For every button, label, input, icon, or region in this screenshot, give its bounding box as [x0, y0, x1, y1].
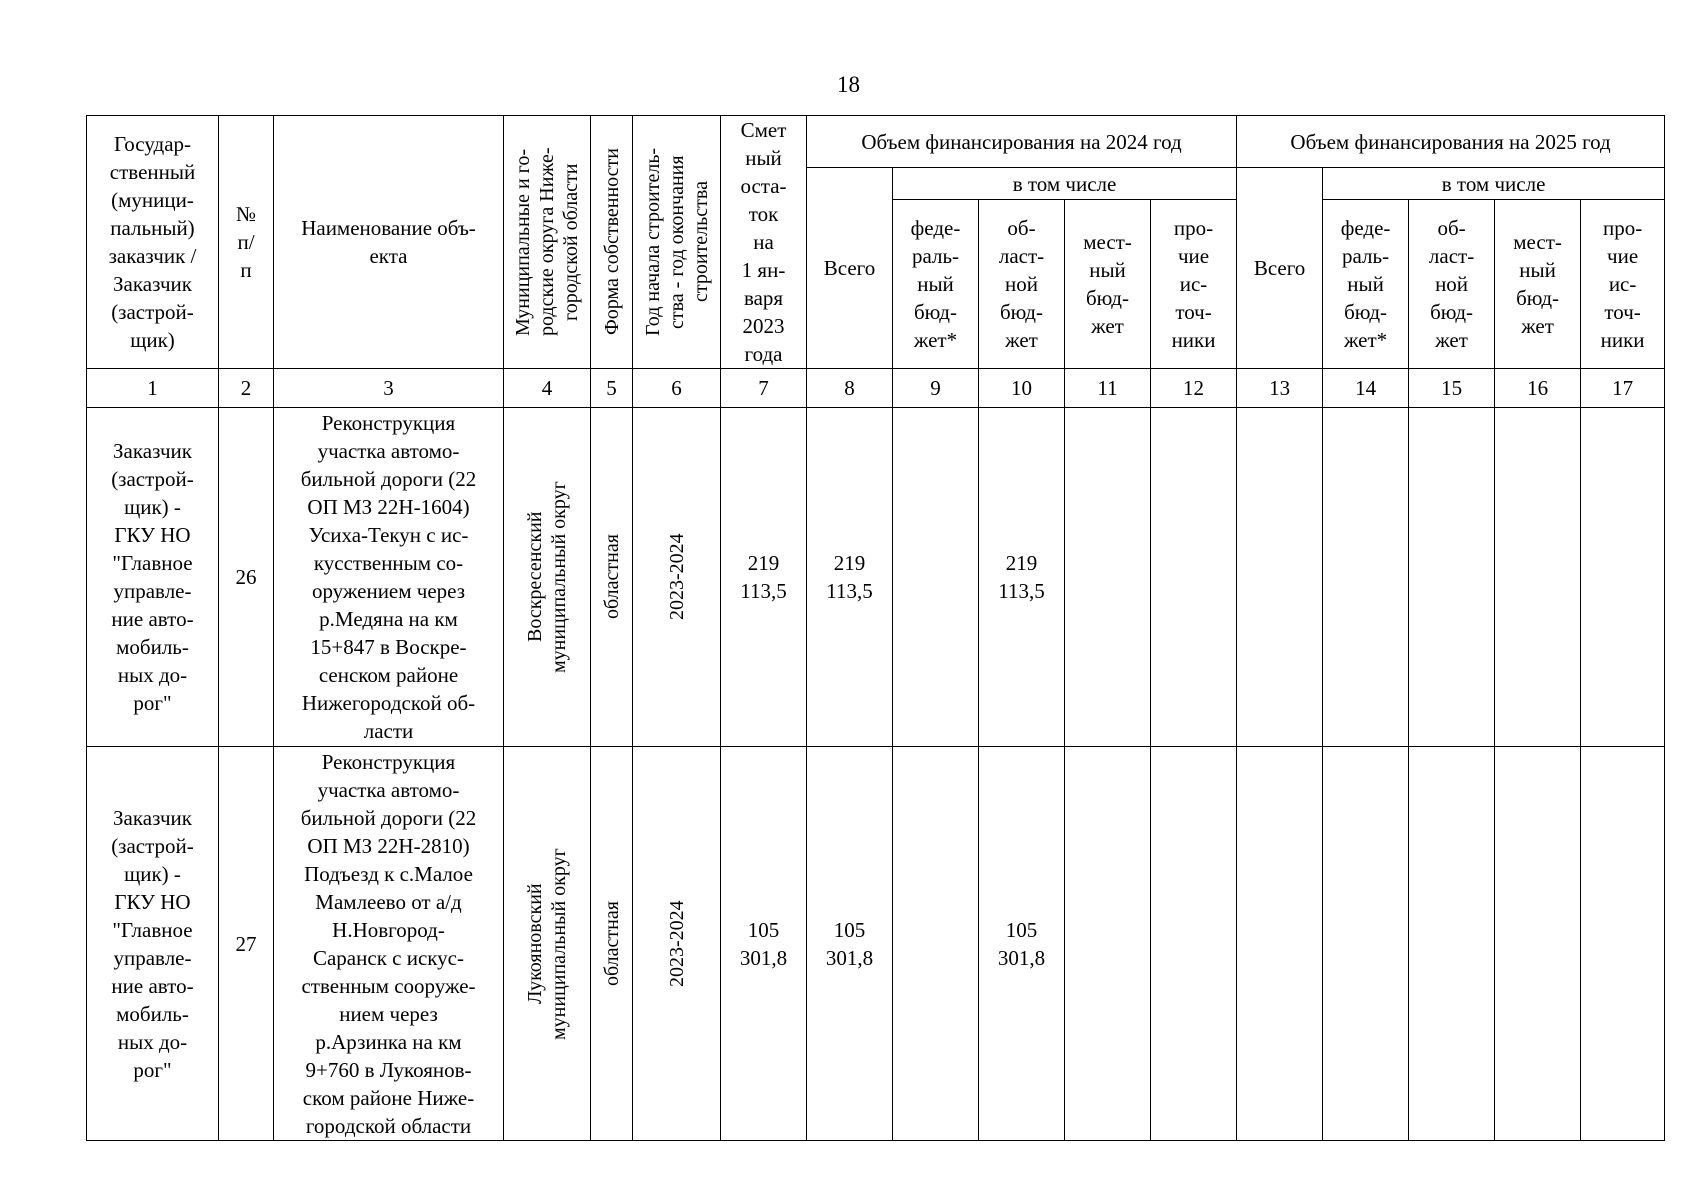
remainder-cell: 219 113,5: [721, 408, 807, 747]
number-cell: 27: [219, 747, 274, 1141]
regional-2025-cell: [1409, 408, 1495, 747]
header-remainder: Смет ный оста- ток на 1 ян- варя 2023 года: [721, 116, 807, 369]
header-number: № п/ п: [219, 116, 274, 369]
other-2025-cell: [1581, 747, 1665, 1141]
header-ownership: [591, 116, 633, 369]
customer-cell: Заказчик (застрой- щик) - ГКУ НО "Главное управле- ние авто- мобиль- ных до- рог": [87, 408, 219, 747]
years-text: 2023-2024: [665, 533, 688, 621]
header-federal-2025: феде- раль- ный бюд- жет*: [1323, 200, 1409, 369]
header-other-2024: про- чие ис- точ- ники: [1151, 200, 1237, 369]
total-2025-cell: [1237, 408, 1323, 747]
table-row: [87, 408, 1665, 747]
other-2025-cell: [1581, 408, 1665, 747]
regional-2025-cell: [1409, 747, 1495, 1141]
col-number: 9: [893, 369, 979, 408]
district-text: Воскресенский муниципальный округ: [524, 481, 570, 673]
years-cell: [633, 408, 721, 747]
federal-2025-cell: [1323, 408, 1409, 747]
header-district-text: Муниципальные и го- родские округа Ниже- городской области: [512, 147, 582, 337]
header-federal-2024: феде- раль- ный бюд- жет*: [893, 200, 979, 369]
total-2024-cell: 105 301,8: [807, 747, 893, 1141]
ownership-cell: [591, 408, 633, 747]
ownership-cell: [591, 747, 633, 1141]
ownership-text: областная: [600, 901, 623, 986]
federal-2024-cell: [893, 747, 979, 1141]
header-years-text: Год начала строитель- ства - год окончания строительства: [641, 147, 712, 337]
header-customer: Государ- ственный (муници- пальный) заказчик / Заказчик (застрой- щик): [87, 116, 219, 369]
local-2024-cell: [1065, 408, 1151, 747]
col-number: 5: [591, 369, 633, 408]
col-number: 13: [1237, 369, 1323, 408]
header-fin-2025: Объем финансирования на 2025 год: [1237, 116, 1665, 168]
col-number: 17: [1581, 369, 1665, 408]
header-regional-2024: об- ласт- ной бюд- жет: [979, 200, 1065, 369]
table-row: [87, 747, 1665, 1141]
number-cell: 26: [219, 408, 274, 747]
col-number: 11: [1065, 369, 1151, 408]
header-object-name: Наименование объ- екта: [274, 116, 504, 369]
col-number: 12: [1151, 369, 1237, 408]
federal-2024-cell: [893, 408, 979, 747]
header-including-2025: в том числе: [1323, 168, 1665, 200]
col-number: 14: [1323, 369, 1409, 408]
other-2024-cell: [1151, 747, 1237, 1141]
object-name-cell: Реконструкция участка автомо- бильной дороги (22 ОП МЗ 22Н-1604) Усиха-Текун с ис- кусственным со- оружением через р.Медяна на км 15+847 в Воскре- сенском районе Нижегородской об- ласти: [274, 408, 504, 747]
col-number: 16: [1495, 369, 1581, 408]
col-number: 4: [504, 369, 591, 408]
col-number: 8: [807, 369, 893, 408]
header-ownership-text: Форма собственности: [600, 148, 623, 336]
total-2024-cell: 219 113,5: [807, 408, 893, 747]
local-2024-cell: [1065, 747, 1151, 1141]
district-cell: [504, 408, 591, 747]
col-number: 2: [219, 369, 274, 408]
header-row-1: [87, 116, 1665, 168]
col-number: 10: [979, 369, 1065, 408]
header-including-2024: в том числе: [893, 168, 1237, 200]
header-years: [633, 116, 721, 369]
header-other-2025: про- чие ис- точ- ники: [1581, 200, 1665, 369]
local-2025-cell: [1495, 747, 1581, 1141]
col-number: 1: [87, 369, 219, 408]
column-number-row: [87, 369, 1665, 408]
header-local-2024: мест- ный бюд- жет: [1065, 200, 1151, 369]
header-district: [504, 116, 591, 369]
district-text: Лукояновский муниципальный округ: [524, 847, 570, 1040]
header-total-2025: Всего: [1237, 168, 1323, 369]
header-local-2025: мест- ный бюд- жет: [1495, 200, 1581, 369]
regional-2024-cell: 105 301,8: [979, 747, 1065, 1141]
regional-2024-cell: 219 113,5: [979, 408, 1065, 747]
district-cell: [504, 747, 591, 1141]
ownership-text: областная: [600, 534, 623, 620]
remainder-cell: 105 301,8: [721, 747, 807, 1141]
total-2025-cell: [1237, 747, 1323, 1141]
federal-2025-cell: [1323, 747, 1409, 1141]
object-name-cell: Реконструкция участка автомо- бильной дороги (22 ОП МЗ 22Н-2810) Подъезд к с.Малое Мамлеево от а/д Н.Новгород- Саранск с искус- ственным сооруже- нием через р.Арзинка на км 9+760 в Лукоянов- ском районе Ниже- городской области: [274, 747, 504, 1141]
other-2024-cell: [1151, 408, 1237, 747]
header-fin-2024: Объем финансирования на 2024 год: [807, 116, 1237, 168]
col-number: 6: [633, 369, 721, 408]
years-cell: [633, 747, 721, 1141]
local-2025-cell: [1495, 408, 1581, 747]
col-number: 3: [274, 369, 504, 408]
customer-cell: Заказчик (застрой- щик) - ГКУ НО "Главное управле- ние авто- мобиль- ных до- рог": [87, 747, 219, 1141]
col-number: 7: [721, 369, 807, 408]
page-number: 18: [837, 72, 860, 97]
years-text: 2023-2024: [665, 900, 688, 987]
header-regional-2025: об- ласт- ной бюд- жет: [1409, 200, 1495, 369]
financing-table: [86, 115, 1665, 1141]
header-total-2024: Всего: [807, 168, 893, 369]
col-number: 15: [1409, 369, 1495, 408]
